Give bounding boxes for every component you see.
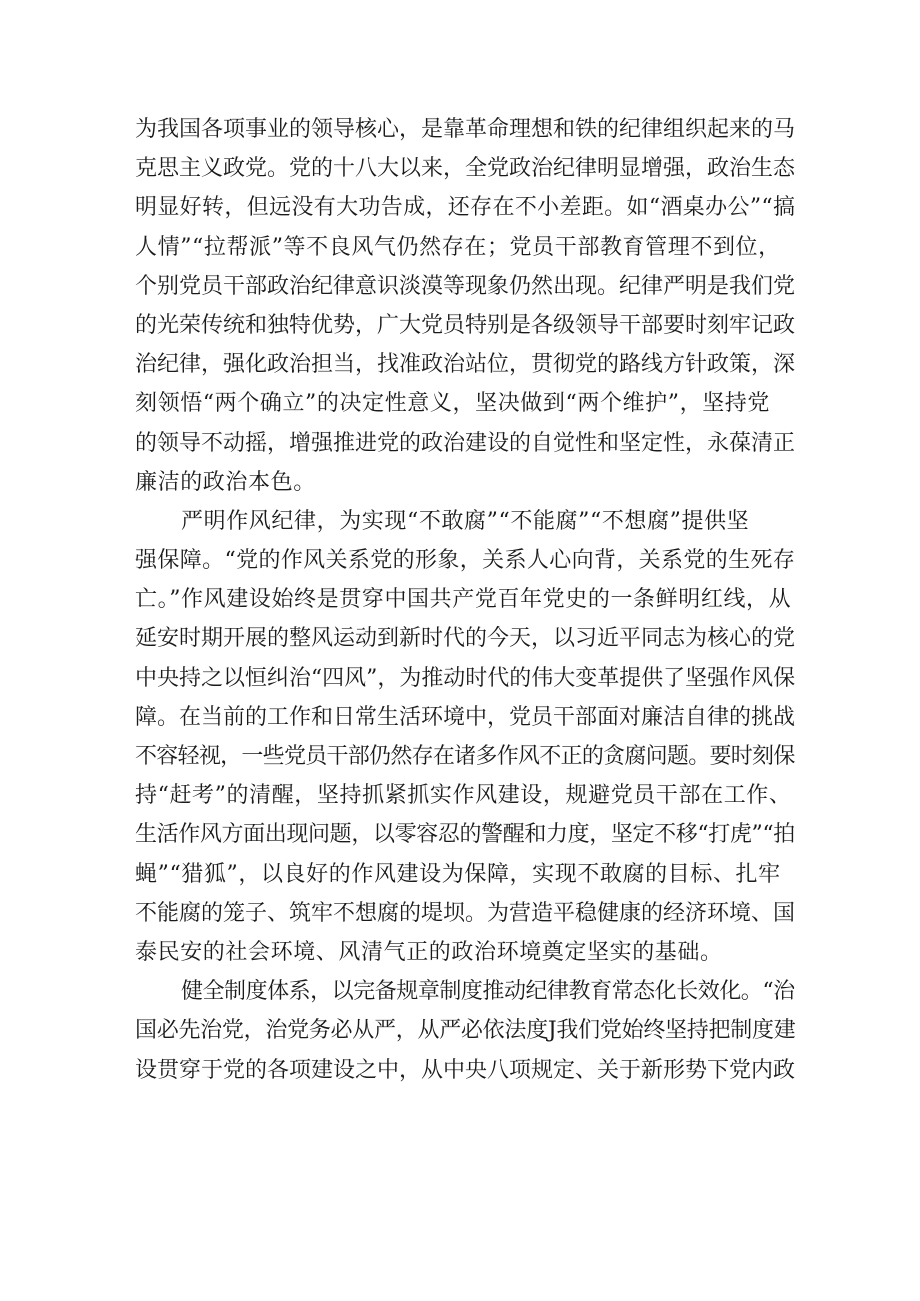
text-line: 刻领悟“两个确立”的决定性意义，坚决做到“两个维护”，坚持党 [135,391,770,417]
text-line: 泰民安的社会环境、风清气正的政治环境奠定坚实的基础。 [135,939,723,965]
text-line: 中央持之以恒纠治“四风”，为推动时代的伟大变革提供了坚强作风保 [135,665,796,691]
paragraph-political-discipline [135,110,795,502]
text-line: 严明作风纪律，为实现“不敢腐”“不能腐”“不想腐”提供坚 [181,508,750,534]
text-line: 延安时期开展的整风运动到新时代的今天，以习近平同志为核心的党 [135,626,796,652]
text-line: 克思主义政党。党的十八大以来，全党政治纪律明显增强，政治生态 [135,156,796,182]
text-line: 的光荣传统和独特优势，广大党员特别是各级领导干部要时刻牢记政 [135,312,796,338]
text-line: 为我国各项事业的领导核心，是靠革命理想和铁的纪律组织起来的马 [135,117,796,142]
text-line: 人情”“拉帮派”等不良风气仍然存在；党员干部教育管理不到位， [135,234,781,260]
text-line: 廉洁的政治本色。 [135,469,316,495]
text-line: 不能腐的笼子、筑牢不想腐的堤坝。为营造平稳健康的经济环境、国 [135,900,796,926]
paragraph-work-style-discipline [135,502,795,972]
document-page [135,110,795,1090]
text-line: 设贯穿于党的各项建设之中，从中央八项规定、关于新形势下党内政 [135,1057,796,1083]
text-line: 个别党员干部政治纪律意识淡漠等现象仍然出现。纪律严明是我们党 [135,273,796,299]
text-line: 国必先治党，治党务必从严，从严必依法度J我们党始终坚持把制度建 [135,1018,796,1044]
text-line: 不容轻视，一些党员干部仍然存在诸多作风不正的贪腐问题。要时刻保 [135,744,795,769]
text-line: 健全制度体系，以完备规章制度推动纪律教育常态化长效化。“治 [181,979,795,1005]
text-line: 蝇”“猎狐”，以良好的作风建设为保障，实现不敢腐的目标、扎牢 [135,861,781,887]
text-line: 明显好转，但远没有大功告成，还存在不小差距。如“酒桌办公”“搞 [135,195,796,221]
text-line: 强保障。“党的作风关系党的形象，关系人心向背，关系党的生死存 [135,548,796,574]
text-line: 障。在当前的工作和日常生活环境中，党员干部面对廉洁自律的挑战 [135,704,796,730]
text-line: 持“赶考”的清醒，坚持抓紧抓实作风建设，规避党员干部在工作、 [135,783,792,809]
text-line: 生活作风方面出现问题，以零容忍的警醒和力度，坚定不移“打虎”“拍 [135,822,795,848]
text-line: 亡。”作风建设始终是贯穿中国共产党百年党史的一条鲜明红线，从 [135,587,792,613]
text-line: 治纪律，强化政治担当，找准政治站位，贯彻党的路线方针政策，深 [135,352,796,378]
text-line: 的领导不动摇，增强推进党的政治建设的自觉性和坚定性，永葆清正 [135,430,796,456]
paragraph-institutional-system [135,972,795,1090]
